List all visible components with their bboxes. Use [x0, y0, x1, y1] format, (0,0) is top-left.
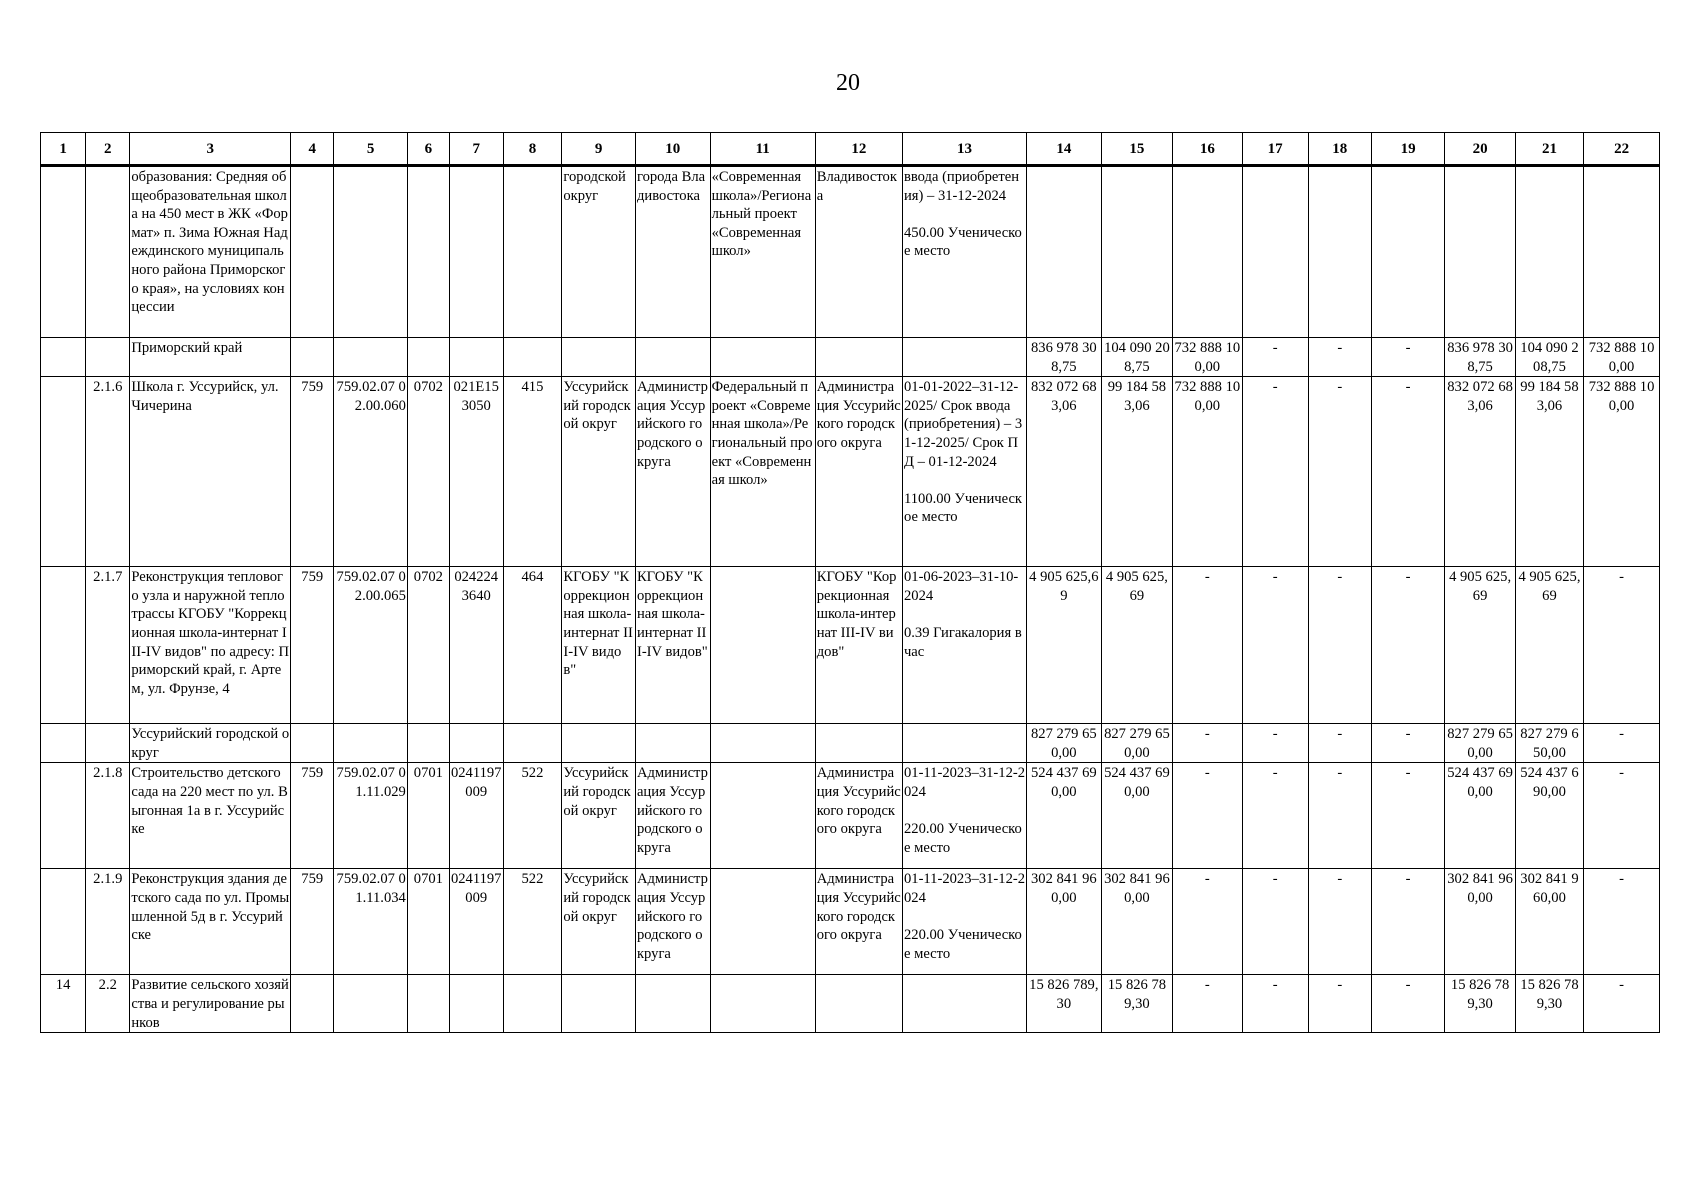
header-row	[41, 133, 1660, 166]
table-cell-col-19: -	[1371, 869, 1445, 975]
table-cell-col-9: Уссурийский городской округ	[562, 763, 636, 869]
table-cell-col-11	[710, 567, 815, 724]
table-cell-col-21: 15 826 789,30	[1515, 975, 1583, 1033]
table-cell-col-14: 15 826 789,30	[1027, 975, 1102, 1033]
table-cell-col-1	[41, 338, 86, 377]
table-cell-col-20: 524 437 690,00	[1445, 763, 1515, 869]
table-cell-col-22: -	[1584, 724, 1660, 763]
table-cell-col-16: 732 888 100,00	[1173, 338, 1242, 377]
table-cell-col-4	[291, 975, 334, 1033]
table-cell-col-13: ввода (приобретения) – 31-12-2024 450.00 Ученическое место	[902, 166, 1026, 338]
table-cell-col-20: 15 826 789,30	[1445, 975, 1515, 1033]
table-cell-col-14: 302 841 960,00	[1027, 869, 1102, 975]
table-cell-col-3: Строительство детского сада на 220 мест по ул. Выгонная 1а в г. Уссурийске	[130, 763, 291, 869]
table-cell-col-17: -	[1242, 567, 1308, 724]
table-cell-col-5	[334, 724, 408, 763]
table-cell-col-9	[562, 975, 636, 1033]
table-cell-col-3: Школа г. Уссурийск, ул. Чичерина	[130, 377, 291, 567]
table-cell-col-13	[902, 338, 1026, 377]
table-cell-col-21: 104 090 208,75	[1515, 338, 1583, 377]
table-cell-col-6	[407, 975, 449, 1033]
table-cell-col-7: 021E153050	[449, 377, 503, 567]
column-header-16: 16	[1173, 133, 1242, 166]
table-cell-col-18: -	[1308, 724, 1371, 763]
table-cell-col-2	[86, 166, 130, 338]
table-cell-col-4: 759	[291, 567, 334, 724]
table-cell-col-19: -	[1371, 567, 1445, 724]
column-header-15: 15	[1101, 133, 1172, 166]
table-cell-col-4: 759	[291, 377, 334, 567]
table-cell-col-7: 0242243640	[449, 567, 503, 724]
table-cell-col-2: 2.1.7	[86, 567, 130, 724]
table-cell-col-10	[635, 975, 710, 1033]
table-cell-col-6: 0701	[407, 869, 449, 975]
column-header-11: 11	[710, 133, 815, 166]
table-cell-col-18: -	[1308, 975, 1371, 1033]
table-cell-col-12	[815, 975, 902, 1033]
table-cell-col-16: -	[1173, 869, 1242, 975]
table-row	[41, 763, 1660, 869]
table-cell-col-2	[86, 338, 130, 377]
column-header-12: 12	[815, 133, 902, 166]
table-cell-col-20: 4 905 625,69	[1445, 567, 1515, 724]
table-cell-col-13: 01-11-2023–31-12-2024 220.00 Ученическое место	[902, 869, 1026, 975]
table-cell-col-1	[41, 166, 86, 338]
table-cell-col-18: -	[1308, 869, 1371, 975]
table-cell-col-4	[291, 724, 334, 763]
table-cell-col-17: -	[1242, 338, 1308, 377]
table-cell-col-1	[41, 567, 86, 724]
table-row	[41, 724, 1660, 763]
table-cell-col-15: 524 437 690,00	[1101, 763, 1172, 869]
table-cell-col-9	[562, 338, 636, 377]
table-cell-col-16: -	[1173, 975, 1242, 1033]
table-cell-col-16: 732 888 100,00	[1173, 377, 1242, 567]
table-cell-col-19: -	[1371, 724, 1445, 763]
table-cell-col-3: Приморский край	[130, 338, 291, 377]
table-cell-col-20: 827 279 650,00	[1445, 724, 1515, 763]
table-cell-col-7: 0241197009	[449, 763, 503, 869]
table-cell-col-6	[407, 166, 449, 338]
table-cell-col-21: 827 279 650,00	[1515, 724, 1583, 763]
table-cell-col-11	[710, 975, 815, 1033]
table-cell-col-6: 0702	[407, 377, 449, 567]
column-header-21: 21	[1515, 133, 1583, 166]
table-cell-col-8: 464	[503, 567, 562, 724]
table-cell-col-12	[815, 724, 902, 763]
table-cell-col-1	[41, 763, 86, 869]
column-header-6: 6	[407, 133, 449, 166]
table-cell-col-21: 524 437 690,00	[1515, 763, 1583, 869]
table-cell-col-15: 99 184 583,06	[1101, 377, 1172, 567]
table-cell-col-15: 15 826 789,30	[1101, 975, 1172, 1033]
column-header-1: 1	[41, 133, 86, 166]
table-cell-col-22: 732 888 100,00	[1584, 338, 1660, 377]
table-cell-col-22: -	[1584, 975, 1660, 1033]
table-cell-col-16: -	[1173, 763, 1242, 869]
table-cell-col-9: городской округ	[562, 166, 636, 338]
table-cell-col-1	[41, 377, 86, 567]
column-header-9: 9	[562, 133, 636, 166]
column-header-18: 18	[1308, 133, 1371, 166]
table-row	[41, 869, 1660, 975]
column-header-13: 13	[902, 133, 1026, 166]
table-cell-col-14	[1027, 166, 1102, 338]
table-row	[41, 377, 1660, 567]
table-cell-col-22: 732 888 100,00	[1584, 377, 1660, 567]
table-cell-col-16: -	[1173, 567, 1242, 724]
table-cell-col-17	[1242, 166, 1308, 338]
table-cell-col-18: -	[1308, 567, 1371, 724]
table-cell-col-21	[1515, 166, 1583, 338]
table-cell-col-2: 2.2	[86, 975, 130, 1033]
table-cell-col-13	[902, 975, 1026, 1033]
table-cell-col-22: -	[1584, 763, 1660, 869]
table-cell-col-5: 759.02.07 01.11.034	[334, 869, 408, 975]
table-cell-col-17: -	[1242, 975, 1308, 1033]
table-cell-col-2: 2.1.9	[86, 869, 130, 975]
table-cell-col-11	[710, 338, 815, 377]
table-cell-col-10: Администрация Уссурийского городского округа	[635, 869, 710, 975]
table-cell-col-8: 522	[503, 869, 562, 975]
table-cell-col-22: -	[1584, 869, 1660, 975]
table-cell-col-5	[334, 338, 408, 377]
table-cell-col-12: Администрация Уссурийского городского округа	[815, 377, 902, 567]
column-header-5: 5	[334, 133, 408, 166]
table-cell-col-8	[503, 166, 562, 338]
table-cell-col-19	[1371, 166, 1445, 338]
table-cell-col-2	[86, 724, 130, 763]
table-row	[41, 975, 1660, 1033]
page-number: 20	[836, 70, 860, 96]
table-cell-col-3: Развитие сельского хозяйства и регулирование рынков	[130, 975, 291, 1033]
column-header-17: 17	[1242, 133, 1308, 166]
table-cell-col-5	[334, 166, 408, 338]
table-cell-col-20: 836 978 308,75	[1445, 338, 1515, 377]
table-cell-col-6	[407, 338, 449, 377]
table-cell-col-5: 759.02.07 02.00.065	[334, 567, 408, 724]
table-cell-col-7: 0241197009	[449, 869, 503, 975]
column-header-20: 20	[1445, 133, 1515, 166]
column-header-22: 22	[1584, 133, 1660, 166]
table-cell-col-10	[635, 724, 710, 763]
table-cell-col-9: Уссурийский городской округ	[562, 377, 636, 567]
table-cell-col-10: города Владивостока	[635, 166, 710, 338]
table-cell-col-5: 759.02.07 02.00.060	[334, 377, 408, 567]
table-cell-col-15: 4 905 625,69	[1101, 567, 1172, 724]
table-cell-col-6: 0702	[407, 567, 449, 724]
table-cell-col-22	[1584, 166, 1660, 338]
table-cell-col-21: 4 905 625,69	[1515, 567, 1583, 724]
table-cell-col-17: -	[1242, 869, 1308, 975]
table-row	[41, 166, 1660, 338]
table-cell-col-4: 759	[291, 869, 334, 975]
table-cell-col-4	[291, 166, 334, 338]
table-cell-col-14: 827 279 650,00	[1027, 724, 1102, 763]
table-cell-col-5: 759.02.07 01.11.029	[334, 763, 408, 869]
table-cell-col-9: Уссурийский городской округ	[562, 869, 636, 975]
table-cell-col-10	[635, 338, 710, 377]
table-cell-col-12: КГОБУ "Коррекционная школа-интернат III-IV видов"	[815, 567, 902, 724]
table-cell-col-1: 14	[41, 975, 86, 1033]
table-cell-col-3: Реконструкция теплового узла и наружной теплотрассы КГОБУ "Коррекционная школа-интернат III-IV видов" по адресу: Приморский край, г. Артем, ул. Фрунзе, 4	[130, 567, 291, 724]
table-cell-col-4: 759	[291, 763, 334, 869]
table-cell-col-20: 302 841 960,00	[1445, 869, 1515, 975]
table-cell-col-12	[815, 338, 902, 377]
table-cell-col-16: -	[1173, 724, 1242, 763]
data-table	[40, 132, 1660, 1033]
table-row	[41, 338, 1660, 377]
column-header-19: 19	[1371, 133, 1445, 166]
table-cell-col-7	[449, 338, 503, 377]
table-cell-col-10: КГОБУ "Коррекционная школа-интернат III-IV видов"	[635, 567, 710, 724]
table-cell-col-4	[291, 338, 334, 377]
table-cell-col-16	[1173, 166, 1242, 338]
table-cell-col-15: 827 279 650,00	[1101, 724, 1172, 763]
table-cell-col-19: -	[1371, 975, 1445, 1033]
table-cell-col-14: 836 978 308,75	[1027, 338, 1102, 377]
table-cell-col-18: -	[1308, 763, 1371, 869]
column-header-3: 3	[130, 133, 291, 166]
table-cell-col-18: -	[1308, 338, 1371, 377]
column-header-10: 10	[635, 133, 710, 166]
column-header-7: 7	[449, 133, 503, 166]
table-cell-col-12: Администрация Уссурийского городского округа	[815, 763, 902, 869]
table-cell-col-14: 4 905 625,69	[1027, 567, 1102, 724]
table-cell-col-18	[1308, 166, 1371, 338]
table-cell-col-19: -	[1371, 763, 1445, 869]
table-cell-col-7	[449, 724, 503, 763]
table-cell-col-18: -	[1308, 377, 1371, 567]
table-cell-col-6: 0701	[407, 763, 449, 869]
column-header-14: 14	[1027, 133, 1102, 166]
table-cell-col-11	[710, 724, 815, 763]
table-cell-col-15	[1101, 166, 1172, 338]
table-cell-col-5	[334, 975, 408, 1033]
table-cell-col-3: образования: Средняя общеобразовательная школа на 450 мест в ЖК «Формат» п. Зима Южная Надеждинского муниципального района Приморского края», на условиях концессии	[130, 166, 291, 338]
table-cell-col-10: Администрация Уссурийского городского округа	[635, 763, 710, 869]
table-cell-col-20	[1445, 166, 1515, 338]
table-cell-col-8	[503, 724, 562, 763]
table-row	[41, 567, 1660, 724]
table-cell-col-2: 2.1.8	[86, 763, 130, 869]
table-cell-col-11: Федеральный проект «Современная школа»/Региональный проект «Современная школ»	[710, 377, 815, 567]
table-cell-col-9: КГОБУ "Коррекционная школа-интернат III-IV видов"	[562, 567, 636, 724]
table-cell-col-14: 524 437 690,00	[1027, 763, 1102, 869]
table-cell-col-13: 01-06-2023–31-10-2024 0.39 Гигакалория в час	[902, 567, 1026, 724]
table-cell-col-9	[562, 724, 636, 763]
table-cell-col-8: 522	[503, 763, 562, 869]
table-cell-col-11: «Современная школа»/Региональный проект «Современная школ»	[710, 166, 815, 338]
table-cell-col-11	[710, 763, 815, 869]
table-cell-col-1	[41, 724, 86, 763]
column-header-2: 2	[86, 133, 130, 166]
table-cell-col-22: -	[1584, 567, 1660, 724]
table-cell-col-6	[407, 724, 449, 763]
table-cell-col-10: Администрация Уссурийского городского округа	[635, 377, 710, 567]
table-cell-col-20: 832 072 683,06	[1445, 377, 1515, 567]
table-cell-col-15: 302 841 960,00	[1101, 869, 1172, 975]
table-cell-col-3: Уссурийский городской округ	[130, 724, 291, 763]
table-cell-col-21: 302 841 960,00	[1515, 869, 1583, 975]
column-header-4: 4	[291, 133, 334, 166]
table-cell-col-14: 832 072 683,06	[1027, 377, 1102, 567]
table-cell-col-7	[449, 166, 503, 338]
table-cell-col-15: 104 090 208,75	[1101, 338, 1172, 377]
table-cell-col-7	[449, 975, 503, 1033]
table-cell-col-8	[503, 975, 562, 1033]
table-cell-col-17: -	[1242, 377, 1308, 567]
table-cell-col-8	[503, 338, 562, 377]
table-cell-col-21: 99 184 583,06	[1515, 377, 1583, 567]
table-cell-col-17: -	[1242, 763, 1308, 869]
table-cell-col-12: Владивостока	[815, 166, 902, 338]
table-cell-col-19: -	[1371, 338, 1445, 377]
table-cell-col-3: Реконструкция здания детского сада по ул. Промышленной 5д в г. Уссурийске	[130, 869, 291, 975]
table-cell-col-12: Администрация Уссурийского городского округа	[815, 869, 902, 975]
table-cell-col-13	[902, 724, 1026, 763]
table-cell-col-1	[41, 869, 86, 975]
table-cell-col-11	[710, 869, 815, 975]
table-cell-col-8: 415	[503, 377, 562, 567]
table-cell-col-17: -	[1242, 724, 1308, 763]
table-cell-col-2: 2.1.6	[86, 377, 130, 567]
table-cell-col-13: 01-01-2022–31-12-2025/ Срок ввода (приобретения) – 31-12-2025/ Срок ПД – 01-12-2024 1100.00 Ученическое место	[902, 377, 1026, 567]
column-header-8: 8	[503, 133, 562, 166]
table-cell-col-19: -	[1371, 377, 1445, 567]
table-cell-col-13: 01-11-2023–31-12-2024 220.00 Ученическое место	[902, 763, 1026, 869]
